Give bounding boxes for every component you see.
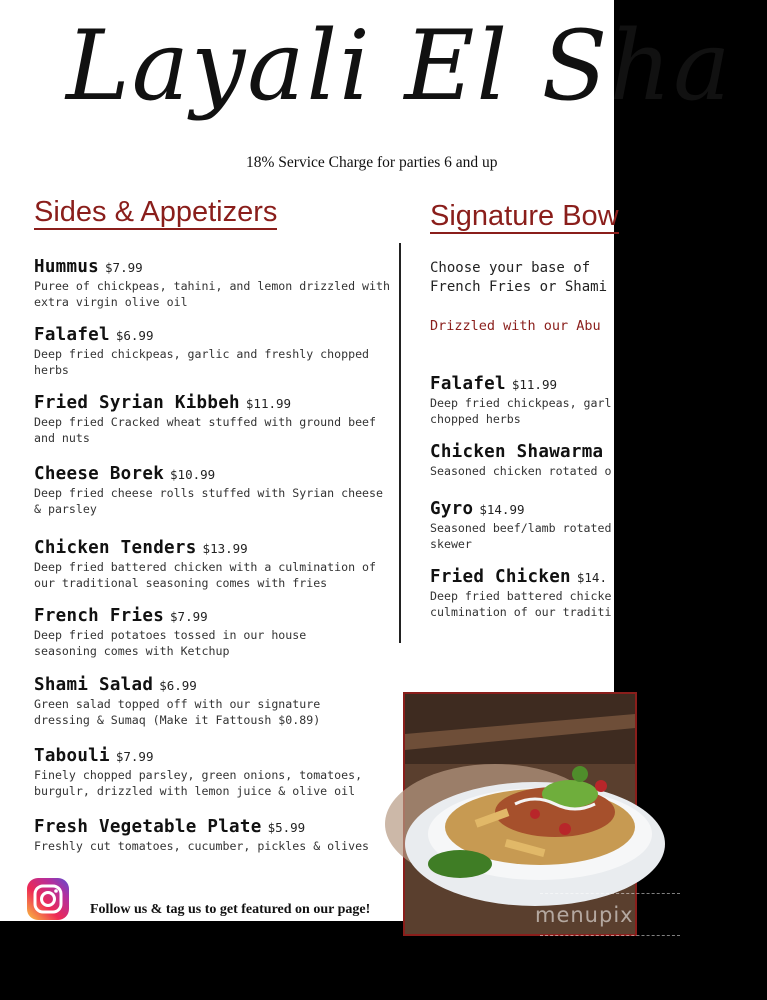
item-description: Puree of chickpeas, tahini, and lemon drizzled with extra virgin olive oil [34,279,390,309]
item-name: Hummus [34,257,100,277]
item-name: Fresh Vegetable Plate [34,817,262,837]
bowl-item-chicken-shawarma [430,442,730,480]
item-description-line-2: chopped herbs [430,411,521,426]
menu-item-shami-salad [34,675,334,728]
item-description: Deep fried battered chicken with a culmination of our traditional seasoning comes with fries [34,560,377,590]
item-price: $7.99 [170,609,208,624]
watermark-line-bottom [540,935,680,937]
bowl-item-falafel [430,374,730,427]
item-description: Deep fried potatoes tossed in our house seasoning comes with Ketchup [34,628,307,658]
item-price: $6.99 [115,328,154,343]
item-price: $10.99 [170,467,216,482]
item-name: Cheese Borek [34,464,165,484]
instagram-icon[interactable] [26,877,70,921]
item-name: Falafel [34,325,110,345]
watermark-line-top [540,893,680,895]
item-description-line-1: Deep fried battered chicke [430,589,612,603]
menu-item-cheese-borek [34,464,394,517]
item-description-line-1: Seasoned chicken rotated o [430,464,612,478]
item-name: Chicken Shawarma [430,442,604,462]
item-name: Gyro [430,499,474,519]
item-description: Deep fried cheese rolls stuffed with Syrian cheese & parsley [34,486,384,516]
item-description: Green salad topped off with our signature dressing & Sumaq (Make it Fattoush $0.89) [34,697,321,727]
food-bowl-illustration [405,694,635,934]
item-description-line-1: Deep fried chickpeas, garl [430,396,612,410]
item-description-line-2: culmination of our traditi [430,604,612,619]
item-price: $7.99 [115,749,154,764]
item-price: $11.99 [245,396,292,411]
bowls-intro-line-1: Choose your base of [430,260,591,276]
follow-us-text: Follow us & tag us to get featured on our page! [90,902,371,917]
item-name: Falafel [430,374,506,394]
menu-item-tabouli [34,746,374,799]
sides-section-title: Sides & Appetizers [34,196,278,228]
item-price: $14. [576,570,607,585]
food-bowl-photo [403,692,637,936]
item-description: Deep fried Cracked wheat stuffed with ground beef and nuts [34,415,377,445]
item-price: $6.99 [159,678,197,693]
item-description: Deep fried chickpeas, garlic and freshly chopped herbs [34,347,370,377]
service-charge-note: 18% Service Charge for parties 6 and up [246,154,498,171]
menu-item-vegetable-plate [34,817,394,855]
menu-item-chicken-tenders [34,538,394,591]
item-description-line-1: Seasoned beef/lamb rotated [430,521,612,535]
menupix-watermark: menupix [535,903,634,927]
item-name: French Fries [34,606,165,626]
column-divider [399,243,401,643]
item-name: Chicken Tenders [34,538,197,558]
bowls-intro [430,259,607,297]
item-name: Fried Chicken [430,567,571,587]
item-price: $13.99 [202,541,248,556]
menu-item-falafel [34,325,394,378]
item-price: $11.99 [511,377,558,392]
item-price: $14.99 [479,502,525,517]
item-description-line-2: skewer [430,536,472,551]
bowls-section-title: Signature Bow [430,200,619,232]
item-description: Finely chopped parsley, green onions, tomatoes, burgulr, drizzled with lemon juice & olive oil [34,768,363,798]
item-name: Tabouli [34,746,110,766]
item-price: $7.99 [105,260,143,275]
item-name: Fried Syrian Kibbeh [34,393,240,413]
bowls-intro-line-2: French Fries or Shami [430,279,608,295]
bowl-item-fried-chicken [430,567,730,620]
menu-item-hummus [34,257,394,310]
menu-item-french-fries [34,606,334,659]
restaurant-title: Layali El Sha [66,10,733,122]
menu-item-kibbeh [34,393,394,446]
bowl-item-gyro [430,499,730,552]
bowls-drizzle-note: Drizzled with our Abu [430,318,601,334]
item-price: $5.99 [267,820,306,835]
item-name: Shami Salad [34,675,154,695]
item-description: Freshly cut tomatoes, cucumber, pickles & olives [34,839,370,853]
